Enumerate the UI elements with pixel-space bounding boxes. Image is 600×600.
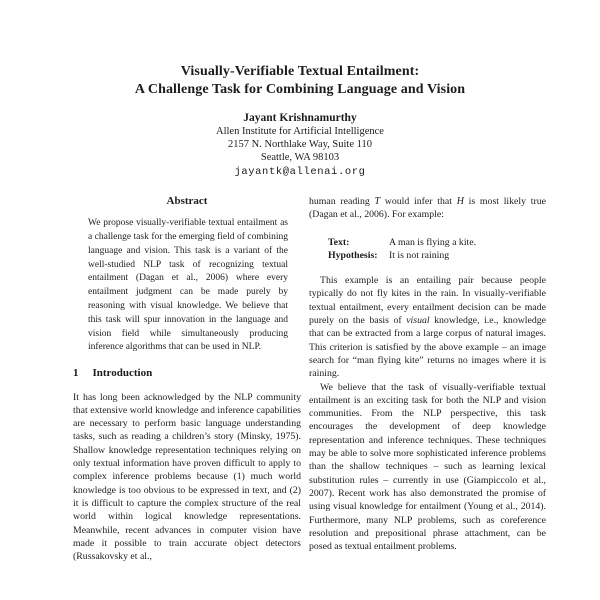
paragraph-continuation <box>309 195 546 222</box>
paragraph-text: This example is an entailing pair because people typically do not fly kites in the rain. In visually-verifiable textual entailment, every entailment decision can be made purely on the basis of <box>309 275 546 327</box>
hypothesis-value: It is not raining <box>389 249 450 261</box>
example-text-row <box>328 236 546 249</box>
abstract-heading: Abstract <box>166 195 208 207</box>
column-right <box>309 195 546 600</box>
paper-title-line1: Visually-Verifiable Textual Entailment: <box>180 64 420 79</box>
math-variable-T: T <box>374 196 381 207</box>
paragraph-text: would infer that <box>380 196 457 207</box>
author-name: Jayant Krishnamurthy <box>243 112 357 124</box>
column-left <box>73 195 301 600</box>
math-variable-H: H <box>456 196 464 207</box>
entailment-example-block <box>328 236 546 263</box>
hypothesis-label: Hypothesis: <box>328 249 378 261</box>
section-title: Introduction <box>92 367 153 380</box>
city-state-zip: Seattle, WA 98103 <box>260 152 340 163</box>
paragraph-task-motivation: We believe that the task of visually-verifiable textual entailment is an exciting task for both the NLP and vision communities. From the NLP perspective, this task encourages the development of deep knowledge representation and inference techniques. These techniques may be able to solve more sophisticated inference problems than the shallow techniques – such as learning lexical substitution rules – currently in use (Giampiccolo et al., 2007). Recent work has also demonstrated the promise of using visual knowledge for entailment (Young et al., 2014). Furthermore, many NLP problems, such as coreference resolution and prepositional phrase attachment, can be posed as textual entailment problems. <box>309 381 546 553</box>
paper-title-line2: A Challenge Task for Combining Language and Vision <box>134 82 466 97</box>
text-label: Text: <box>328 236 350 248</box>
section-number: 1 <box>73 367 79 380</box>
abstract-text: We propose visually-verifiable textual entailment as a challenge task for the emerging field of combining language and vision. This task is a variant of the well-studied NLP task of recognizing textual entailment (Dagan et al., 2006) where every entailment judgment can be made purely by reasoning with visual knowledge. We believe that this task will spur innovation in the language and vision field while simultaneously producing inference algorithms that can be used in NLP. <box>88 218 288 353</box>
paper-header <box>0 63 600 179</box>
intro-paragraph: It has long been acknowledged by the NLP community that extensive world knowledge and inference capabilities are necessary to perform basic language understanding tasks, such as reading a children’s story (Minsky, 1975). Shallow knowledge representation techniques relying on only textual information have proven difficult to apply to complex inference problems because (1) much world knowledge is too obvious to be expressed in text, and (2) it is difficult to capture the complex structure of the real world within logical knowledge representations. Meanwhile, recent advances in computer vision have made it possible to train accurate object detectors (Russakovsky et al., <box>73 391 301 563</box>
paragraph-text: human reading <box>309 196 375 207</box>
emphasized-word-visual: visual <box>406 315 430 327</box>
example-hypothesis-row <box>328 249 546 262</box>
affiliation: Allen Institute for Artificial Intelligence <box>216 126 384 137</box>
paragraph-text: is most likely true (Dagan et al., 2006). For example: <box>309 196 546 221</box>
section-heading-introduction <box>73 367 301 380</box>
paragraph-text: knowledge, i.e., knowledge that can be extracted from a large corpus of natural images. This criterion is satisfied by the above example – an image search for “man flying kite” returns no images where it is raining. <box>309 315 546 380</box>
street-address: 2157 N. Northlake Way, Suite 110 <box>228 139 372 150</box>
paragraph-entailing-pair <box>309 274 546 380</box>
text-value: A man is flying a kite. <box>389 236 477 248</box>
email-address: jayantk@allenai.org <box>234 166 366 178</box>
